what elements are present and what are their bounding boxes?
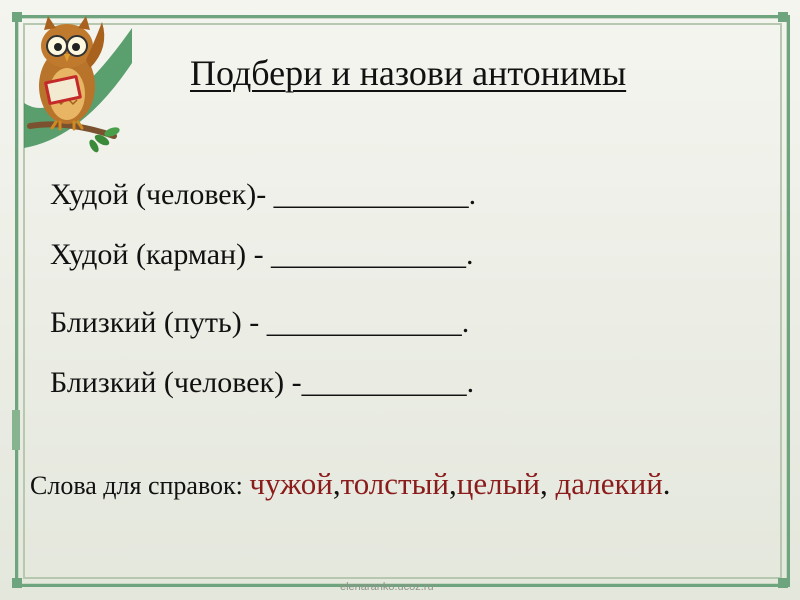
frame-corner bbox=[12, 12, 22, 22]
reference-label: Слова для справок: bbox=[30, 471, 250, 500]
frame-corner bbox=[12, 578, 22, 588]
frame-accent bbox=[12, 410, 20, 450]
task-line: Близкий (путь) - _____________. bbox=[50, 306, 470, 339]
reference-separator: , bbox=[332, 466, 341, 501]
watermark: elenaranko.ucoz.ru bbox=[340, 581, 434, 593]
slide-title: Подбери и назови антонимы bbox=[190, 53, 627, 93]
task-line: Близкий (человек) -___________. bbox=[50, 366, 475, 399]
reference-word: целый bbox=[456, 466, 541, 501]
task-line: Худой (карман) - _____________. bbox=[50, 238, 474, 271]
reference-word: чужой bbox=[249, 466, 333, 501]
reference-period: . bbox=[662, 466, 671, 501]
task-line: Худой (человек)- _____________. bbox=[50, 178, 477, 211]
reference-separator: , bbox=[540, 466, 556, 501]
owl-with-book-icon bbox=[22, 8, 132, 158]
reference-words-line bbox=[30, 466, 671, 502]
reference-separator: , bbox=[449, 466, 457, 501]
reference-word: далекий bbox=[555, 466, 663, 501]
reference-word: толстый bbox=[340, 466, 450, 501]
frame-corner bbox=[778, 578, 788, 588]
frame-corner bbox=[778, 12, 788, 22]
